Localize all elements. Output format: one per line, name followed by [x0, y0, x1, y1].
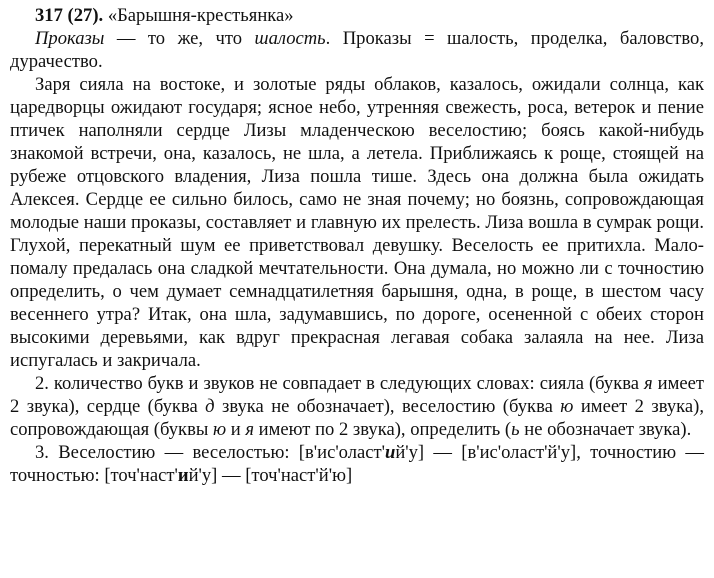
defined-word: Проказы [35, 28, 105, 49]
item-3-text: й'у] — [точ'наст'й'ю] [188, 465, 353, 486]
item-2-letter: ь [511, 419, 520, 440]
excerpt-paragraph: Заря сияла на востоке, и золотые ряды облаков, казалось, ожидали солнца, как царедворцы ожидают государя; ясное небо, утренняя свежесть, роса, ветерок и пение птичек наполняли сердце Лизы младенческою веселостию; боясь какой-нибудь знакомой встречи, она, казалось, не шла, а летела. Приближаясь к роще, стоящей на рубеже отцовского владения, Лиза пошла тише. Здесь она должна была ожидать Алексея. Сердце ее сильно билось, само не зная почему; но боязнь, сопровождающая молодые наши проказы, составляет и главную их прелесть. Лиза вошла в сумрак рощи. Глухой, перекатный шум ее приветствовал девушку. Веселость ее притихла. Мало-помалу предалась она сладкой мечтательности. Она думала, но можно ли с точностию определить, о чем думает семнадцатилетняя барышня, одна, в роще, в шестом часу весеннего утра? Итак, она шла, задумавшись, по дороге, осененной с обеих сторон высокими деревьями, как вдруг прекрасная легавая собака залаяла на нее. Лиза испугалась и закричала. [10, 74, 704, 371]
task-number: 317 (27). [35, 5, 104, 26]
item-3-text: й'у] — [в'ис'оласт'й'у], точностию — точностью: [точ'наст' [10, 442, 704, 486]
definition-dash: — то же, что [104, 28, 255, 49]
item-2-letter: д [205, 396, 215, 417]
item-3-paragraph [10, 441, 704, 487]
item-2-letter: я [245, 419, 255, 440]
definition-rest: . Проказы = шалость, проделка, баловство, дурачество. [10, 28, 704, 72]
item-2-paragraph [10, 372, 704, 441]
item-2-letter: я [644, 373, 653, 394]
item-3-stressed-sound: и [384, 442, 396, 463]
item-2-text: имеет 2 звука), сердце (буква [10, 373, 704, 417]
item-3-stressed-sound: и [177, 465, 189, 486]
task-header [10, 4, 704, 27]
textbook-page [10, 4, 704, 487]
item-2-text: не обозначает звука). [519, 419, 692, 440]
item-2-letter: ю [560, 396, 574, 417]
item-2-text: 2. количество букв и звуков не совпадает в следующих словах: сияла (буква [35, 373, 645, 394]
item-2-text: звука не обозначает), веселостию (буква [214, 396, 561, 417]
definition-paragraph [10, 27, 704, 73]
work-title: «Барышня-крестьянка» [107, 5, 294, 26]
item-2-text: имеют по 2 звука), определить ( [254, 419, 512, 440]
synonym-word: шалость [254, 28, 326, 49]
item-2-letter: ю [213, 419, 227, 440]
item-2-text: и [226, 419, 246, 440]
item-3-text: 3. Веселостию — веселостью: [в'ис'оласт' [35, 442, 385, 463]
item-2-text: имеет 2 звука), сопровождающая (буквы [10, 396, 704, 440]
